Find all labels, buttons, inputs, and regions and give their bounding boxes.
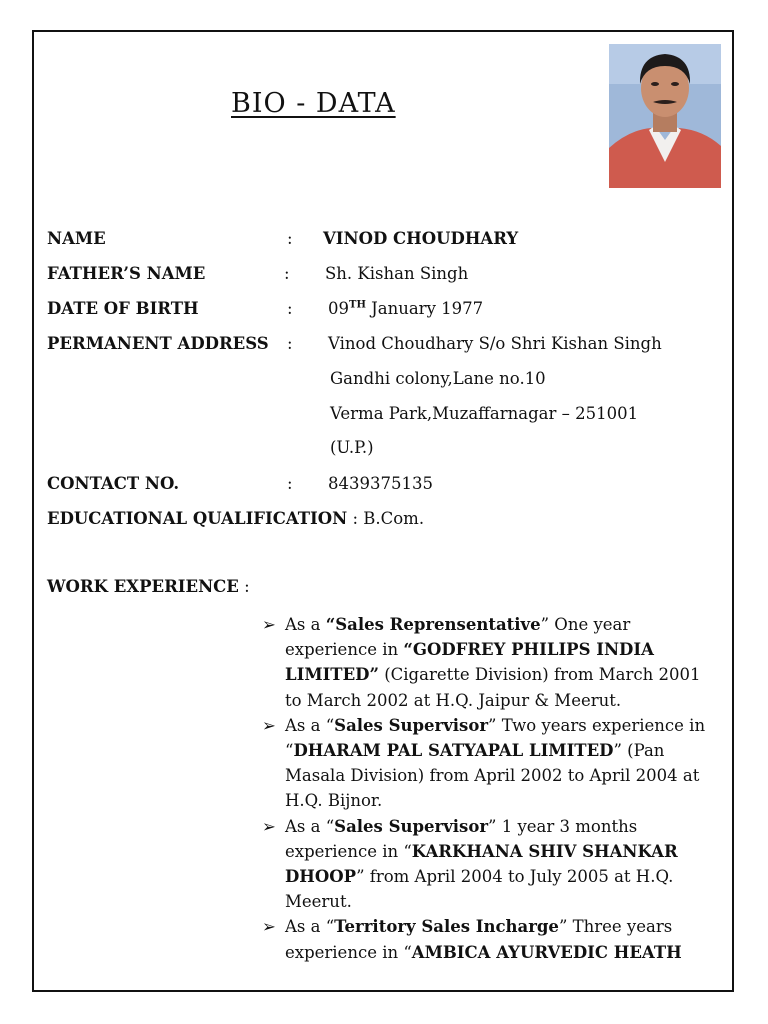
section-suffix: : bbox=[238, 577, 250, 596]
field-colon: : bbox=[287, 299, 293, 318]
list-item: ➢ As a “Sales Reprensentative” One year experience in “GODFREY PHILIPS INDIA LIMITED” (Cigarette Division) from March 2001 to March 2002 at H.Q. Jaipur & Meerut. bbox=[262, 612, 717, 713]
page-title: BIO - DATA bbox=[231, 88, 396, 119]
field-value: : B.Com. bbox=[347, 509, 425, 528]
field-value bbox=[328, 299, 483, 318]
field-label: DATE OF BIRTH bbox=[47, 299, 199, 318]
field-colon: : bbox=[287, 229, 293, 248]
field-label: PERMANENT ADDRESS bbox=[47, 334, 269, 353]
work-experience-heading bbox=[47, 577, 250, 596]
work-experience-list bbox=[262, 612, 717, 965]
list-item: ➢ As a “Sales Supervisor” Two years experience in “DHARAM PAL SATYAPAL LIMITED” (Pan Masala Division) from April 2002 to April 2004 at H.Q. Bijnor. bbox=[262, 713, 717, 814]
arrow-bullet-icon: ➢ bbox=[262, 615, 276, 634]
field-label: FATHER’S NAME bbox=[47, 264, 206, 283]
field-value: Sh. Kishan Singh bbox=[325, 264, 469, 283]
address-line: Gandhi colony,Lane no.10 bbox=[330, 369, 546, 388]
field-label: NAME bbox=[47, 229, 106, 248]
dob-suffix: TH bbox=[349, 299, 366, 311]
portrait-photo bbox=[609, 44, 721, 188]
address-line: Verma Park,Muzaffarnagar – 251001 bbox=[330, 404, 639, 423]
field-label: CONTACT NO. bbox=[47, 474, 180, 493]
arrow-bullet-icon: ➢ bbox=[262, 816, 276, 836]
dob-day: 09 bbox=[328, 299, 349, 318]
field-educational-qualification bbox=[47, 509, 424, 528]
address-line: Vinod Choudhary S/o Shri Kishan Singh bbox=[328, 334, 662, 353]
field-value: VINOD CHOUDHARY bbox=[323, 229, 519, 248]
section-label: WORK EXPERIENCE bbox=[47, 577, 239, 596]
list-item: ➢ As a “Territory Sales Incharge” Three years experience in “AMBICA AYURVEDIC HEATH bbox=[262, 914, 717, 964]
arrow-bullet-icon: ➢ bbox=[262, 715, 276, 735]
list-item: ➢ As a “Sales Supervisor” 1 year 3 months experience in “KARKHANA SHIV SHANKAR DHOOP” from April 2004 to July 2005 at H.Q. Meerut. bbox=[262, 814, 717, 915]
dob-month-year: January 1977 bbox=[365, 299, 484, 318]
address-line: (U.P.) bbox=[330, 438, 374, 457]
arrow-bullet-icon: ➢ bbox=[262, 917, 276, 937]
field-label: EDUCATIONAL QUALIFICATION bbox=[47, 509, 348, 528]
field-colon: : bbox=[287, 474, 293, 493]
field-value: 8439375135 bbox=[328, 474, 433, 493]
field-colon: : bbox=[287, 334, 293, 353]
field-colon: : bbox=[284, 264, 290, 283]
